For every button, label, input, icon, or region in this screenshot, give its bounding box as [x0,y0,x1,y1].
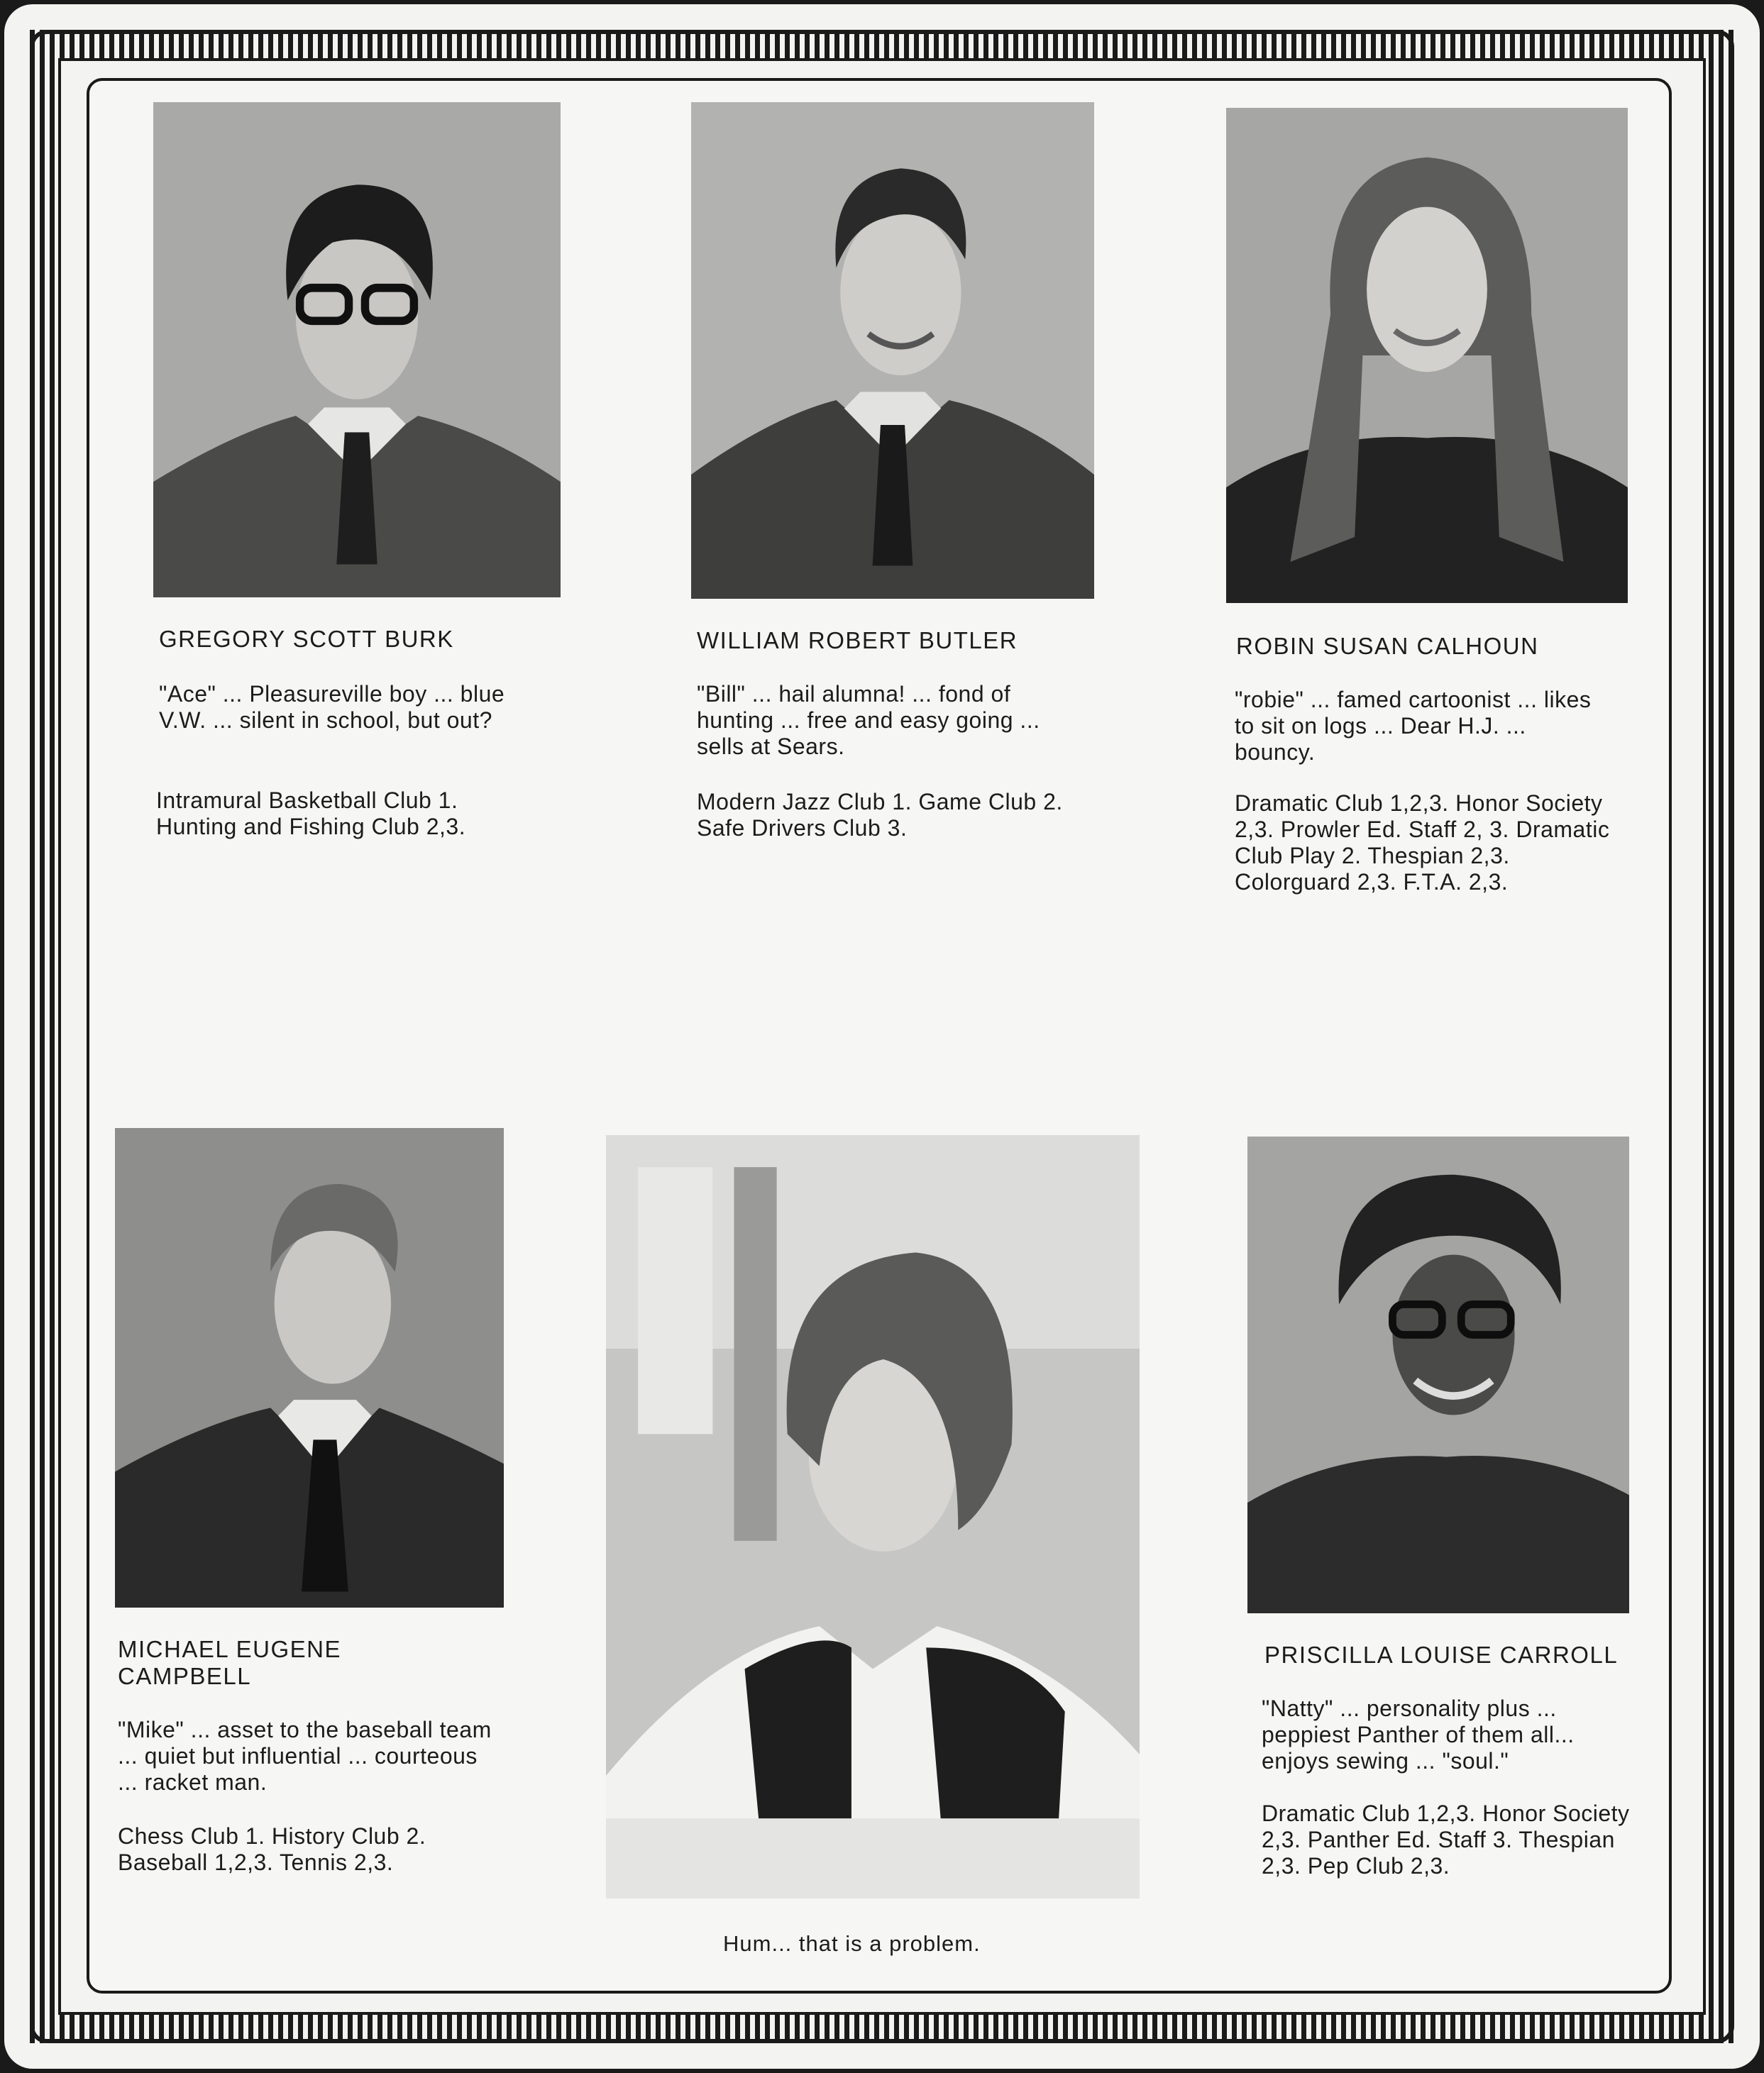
student-name-michael: MICHAEL EUGENE CAMPBELL [118,1636,342,1689]
student-blurb-robin: "robie" ... famed cartoonist ... likes to sit on logs ... Dear H.J. ... bouncy. [1235,687,1592,765]
student-clubs-michael: Chess Club 1. History Club 2. Baseball 1,2,3. Tennis 2,3. [118,1823,426,1875]
student-blurb-gregory: "Ace" ... Pleasureville boy ... blue V.W. ... silent in school, but out? [159,681,505,733]
student-name-priscilla: PRISCILLA LOUISE CARROLL [1264,1642,1619,1668]
yearbook-page [4,4,1760,2069]
student-name-robin: ROBIN SUSAN CALHOUN [1236,633,1539,659]
student-blurb-william: "Bill" ... hail alumna! ... fond of hunting ... free and easy going ... sells at Sears. [697,681,1040,759]
student-clubs-robin: Dramatic Club 1,2,3. Honor Society 2,3. Prowler Ed. Staff 2, 3. Dramatic Club Play 2. Thespian 2,3. Colorguard 2,3. F.T.A. 2,3. [1235,790,1610,895]
portrait-photo-robin [1226,108,1628,603]
portrait-photo-william [691,102,1094,599]
student-clubs-william: Modern Jazz Club 1. Game Club 2. Safe Drivers Club 3. [697,789,1063,841]
candid-photo-caption: Hum... that is a problem. [723,1931,981,1956]
student-name-william: WILLIAM ROBERT BUTLER [697,627,1018,653]
portrait-photo-gregory [153,102,561,597]
candid-photo [606,1135,1140,1898]
student-name-gregory: GREGORY SCOTT BURK [159,626,454,652]
student-blurb-priscilla: "Natty" ... personality plus ... peppiest Panther of them all... enjoys sewing ... "soul." [1262,1696,1575,1774]
student-clubs-gregory: Intramural Basketball Club 1. Hunting and Fishing Club 2,3. [156,787,466,839]
student-clubs-priscilla: Dramatic Club 1,2,3. Honor Society 2,3. Panther Ed. Staff 3. Thespian 2,3. Pep Club 2,3. [1262,1801,1630,1879]
portrait-photo-priscilla [1247,1137,1629,1613]
student-blurb-michael: "Mike" ... asset to the baseball team ... quiet but influential ... courteous ... racket man. [118,1717,492,1795]
portrait-photo-michael [115,1128,504,1608]
